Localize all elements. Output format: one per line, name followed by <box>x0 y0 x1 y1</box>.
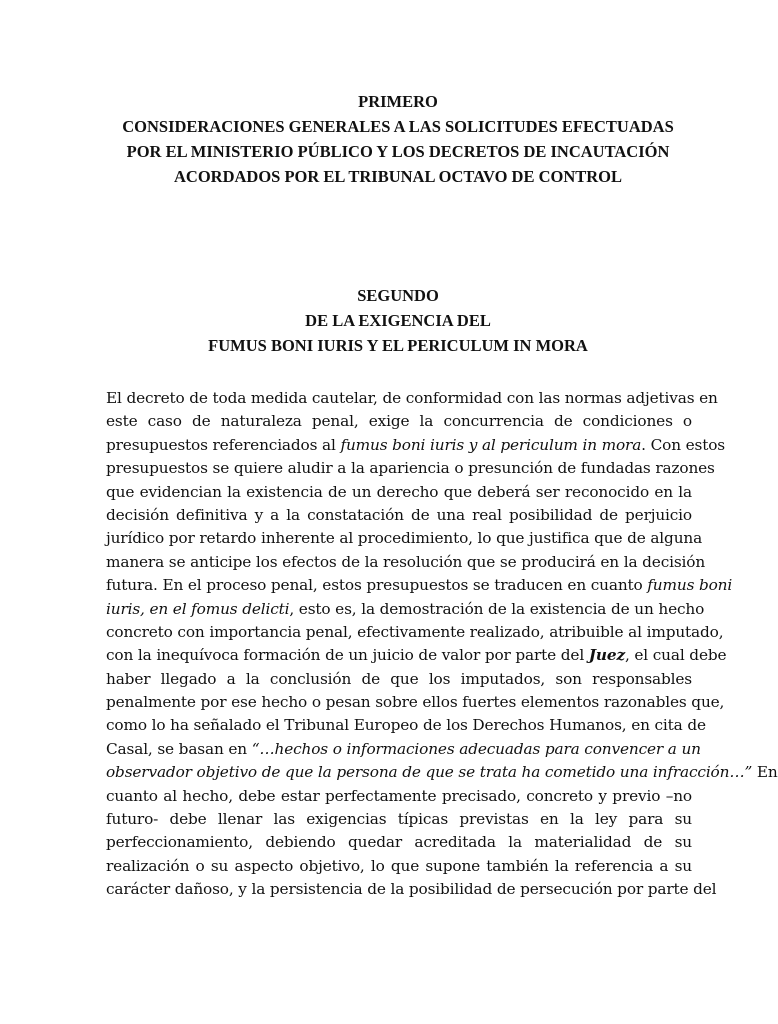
text-segment: futuro- debe llenar las exigencias típicas previstas en la ley para su <box>106 810 692 829</box>
text-segment: . Con estos <box>641 435 725 454</box>
paragraph-line <box>106 551 706 574</box>
paragraph-line <box>106 761 778 784</box>
paragraph-line <box>106 457 715 480</box>
text-segment: este caso de naturaleza penal, exige la concurrencia de condiciones o <box>106 412 692 431</box>
text-segment: como lo ha señalado el Tribunal Europeo de los Derechos Humanos, en cita de <box>106 716 706 735</box>
text-segment: , esto es, la demostración de la existencia de un hecho <box>289 599 705 618</box>
text-segment: observador objetivo de que la persona de que se trata ha cometido una infracción…” <box>106 763 753 782</box>
text-segment: futura. En el proceso penal, estos presupuestos se traducen en cuanto <box>106 576 648 595</box>
heading-line: FUMUS BONI IURIS Y EL PERICULUM IN MORA <box>208 336 588 355</box>
heading-line: SEGUNDO <box>357 286 439 305</box>
text-segment: En <box>752 763 778 782</box>
heading-segundo <box>60 283 736 358</box>
paragraph-line <box>106 621 724 644</box>
heading-line: PRIMERO <box>358 92 438 111</box>
text-segment: haber llegado a la conclusión de que los imputados, son responsables <box>106 669 692 688</box>
text-segment: , el cual debe <box>624 646 727 665</box>
paragraph-line <box>106 644 727 667</box>
paragraph-line <box>106 831 692 854</box>
text-segment: con la inequívoca formación de un juicio de valor por parte del <box>106 646 589 665</box>
paragraph-line <box>106 481 692 504</box>
paragraph-line <box>106 668 692 691</box>
text-segment: realización o su aspecto objetivo, lo que supone también la referencia a su <box>106 856 692 875</box>
heading-line: DE LA EXIGENCIA DEL <box>305 311 491 330</box>
text-segment: fumus boni iuris y al periculum in mora <box>340 435 642 454</box>
paragraph-line <box>106 785 692 808</box>
body-paragraph <box>106 387 778 902</box>
paragraph-line <box>106 738 701 761</box>
paragraph-line <box>106 504 692 527</box>
text-segment: Casal, se basan en <box>106 739 252 758</box>
paragraph-line <box>106 574 733 597</box>
paragraph-line <box>106 598 705 621</box>
paragraph-line <box>106 527 703 550</box>
text-segment: Juez <box>588 646 625 665</box>
paragraph-line <box>106 691 725 714</box>
paragraph-line <box>106 410 692 433</box>
text-segment: decisión definitiva y a la constatación de una real posibilidad de perjuicio <box>106 505 692 524</box>
text-segment: penalmente por ese hecho o pesan sobre ellos fuertes elementos razonables que, <box>106 693 725 712</box>
text-segment: concreto con importancia penal, efectivamente realizado, atribuible al imputado, <box>106 622 724 641</box>
paragraph-line <box>106 878 717 901</box>
heading-line: CONSIDERACIONES GENERALES A LAS SOLICITUDES EFECTUADAS <box>122 117 674 136</box>
text-segment: El decreto de toda medida cautelar, de conformidad con las normas adjetivas en <box>106 389 718 407</box>
paragraph-line <box>106 387 718 410</box>
text-segment: cuanto al hecho, debe estar perfectamente precisado, concreto y previo –no <box>106 786 692 805</box>
text-segment: jurídico por retardo inherente al procedimiento, lo que justifica que de alguna <box>106 529 703 548</box>
text-segment: carácter dañoso, y la persistencia de la posibilidad de persecución por parte del <box>106 880 717 899</box>
text-segment: presupuestos referenciados al <box>106 435 341 454</box>
heading-line: POR EL MINISTERIO PÚBLICO Y LOS DECRETOS DE INCAUTACIÓN <box>126 142 670 161</box>
text-segment: perfeccionamiento, debiendo quedar acreditada la materialidad de su <box>106 833 692 852</box>
paragraph-line <box>106 714 706 737</box>
text-segment: presupuestos se quiere aludir a la apariencia o presunción de fundadas razones <box>106 459 715 478</box>
text-segment: iuris, en el fomus delicti <box>106 599 290 618</box>
text-segment: “…hechos o informaciones adecuadas para convencer a un <box>251 739 701 758</box>
paragraph-line <box>106 808 692 831</box>
heading-line: ACORDADOS POR EL TRIBUNAL OCTAVO DE CONTROL <box>174 167 622 186</box>
heading-primero <box>60 89 736 189</box>
paragraph-line <box>106 855 692 878</box>
text-segment: manera se anticipe los efectos de la resolución que se producirá en la decisión <box>106 552 706 571</box>
text-segment: fumus boni <box>647 576 733 595</box>
text-segment: que evidencian la existencia de un derecho que deberá ser reconocido en la <box>106 482 692 501</box>
paragraph-line <box>106 434 725 457</box>
